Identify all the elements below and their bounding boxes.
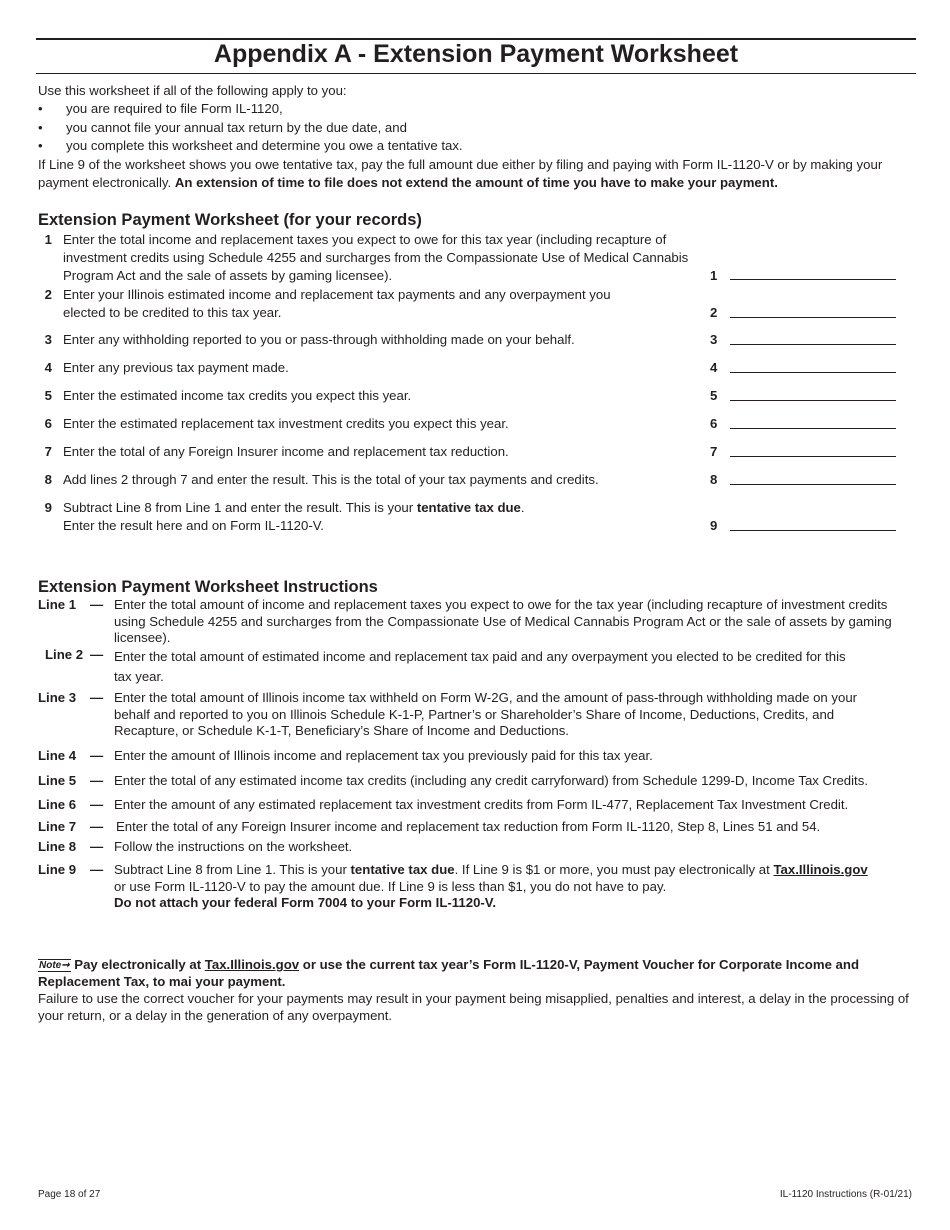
line-text: Enter the total income and replacement taxes you expect to owe for this tax year (including recapture of investment credits using Schedule 4255 and surcharges from the Compassionate Use of Medical Cannabis Program Act and the sale of assets by gaming licensee). <box>63 232 689 283</box>
page-title: Appendix A - Extension Payment Worksheet <box>213 40 739 68</box>
note-bold-a: Pay electronically at <box>74 957 202 972</box>
em-dash: — <box>90 797 104 812</box>
instruction-text: Enter the total amount of income and replacement taxes you expect to owe for the tax year (including recapture of investment credits using Schedule 4255 and surcharges from the Compassionate Use of Medical Cannabis Program Act or the sale of assets by gaming licensee). <box>114 597 892 645</box>
amount-entry-line[interactable] <box>730 530 896 531</box>
line-number: 1 <box>44 232 52 247</box>
amount-entry-line[interactable] <box>730 317 896 318</box>
em-dash: — <box>90 597 104 612</box>
note-bold-b: or use the current tax year’s Form IL-1120-V, Payment Voucher for Corporate Income and Replacement Tax, to mai your payment. <box>38 957 860 989</box>
intro-closing-bold: An extension of time to file does not extend the amount of time you have to make your payment. <box>174 175 778 190</box>
line-number: 8 <box>44 472 52 487</box>
intro-closing <box>38 156 918 192</box>
line-text: Enter your Illinois estimated income and replacement tax payments and any overpayment you elected to be credited to this tax year. <box>63 287 611 320</box>
note-icon-label: Note <box>39 960 62 971</box>
intro-closing-text: If Line 9 of the worksheet shows you owe tentative tax, pay the full amount due either by filing and paying with Form IL-1120-V or by making your payment electronically. <box>38 157 883 190</box>
line-ref-number: 7 <box>710 444 718 459</box>
bullet-text: you are required to file Form IL-1120, <box>66 101 283 116</box>
line-number: 4 <box>44 360 52 375</box>
amount-entry-line[interactable] <box>730 344 896 345</box>
line-number: 7 <box>44 444 52 459</box>
amount-entry-line[interactable] <box>730 484 896 485</box>
line-number: 3 <box>44 332 52 347</box>
line-text: Enter any previous tax payment made. <box>63 360 289 375</box>
bullet-mark: • <box>38 101 43 116</box>
bullet-mark: • <box>38 120 43 135</box>
instruction-text-d: Do not attach your federal Form 7004 to your Form IL-1120-V. <box>114 895 497 910</box>
line-text <box>63 499 703 535</box>
amount-entry-line[interactable] <box>730 400 896 401</box>
line-number: 9 <box>44 500 52 515</box>
instruction-label: Line 1 <box>38 597 77 612</box>
tax-illinois-link[interactable]: Tax.Illinois.gov <box>773 862 868 877</box>
instruction-text: Follow the instructions on the worksheet. <box>114 839 353 854</box>
instruction-text: Enter the total of any Foreign Insurer income and replacement tax reduction from Form IL-1120, Step 8, Lines 51 and 54. <box>116 819 821 834</box>
line-ref-number: 1 <box>710 268 718 283</box>
line-9-text-b: . <box>520 500 525 515</box>
instruction-text <box>114 862 914 912</box>
bullet-text: you complete this worksheet and determine you owe a tentative tax. <box>66 138 463 153</box>
line-text: Enter the total of any Foreign Insurer income and replacement tax reduction. <box>63 444 509 459</box>
em-dash: — <box>90 748 104 763</box>
instruction-label: Line 6 <box>38 797 77 812</box>
line-number: 5 <box>44 388 52 403</box>
em-dash: — <box>90 862 104 877</box>
note-body: Failure to use the correct voucher for your payments may result in your payment being misapplied, penalties and interest, a delay in the processing of your return, or a delay in the generation of any overpayment. <box>38 991 909 1023</box>
line-9-text-a: Subtract Line 8 from Line 1 and enter the result. This is your <box>63 500 414 515</box>
line-text: Enter the estimated income tax credits you expect this year. <box>63 388 412 403</box>
tax-illinois-link[interactable]: Tax.Illinois.gov <box>204 957 300 972</box>
tentative-tax-due: tentative tax due <box>350 862 455 877</box>
bullet-text: you cannot file your annual tax return by the due date, and <box>66 120 407 135</box>
amount-entry-line[interactable] <box>730 428 896 429</box>
instruction-text-b: tax year. <box>114 669 164 684</box>
em-dash: — <box>90 647 104 662</box>
line-ref-number: 9 <box>710 518 718 533</box>
instruction-label: Line 9 <box>38 862 77 877</box>
line-text: Add lines 2 through 7 and enter the result. This is the total of your tax payments and credits. <box>63 472 599 487</box>
line-ref-number: 8 <box>710 472 718 487</box>
em-dash: — <box>90 839 104 854</box>
instruction-label: Line 7 <box>38 819 77 834</box>
instruction-text-a: Subtract Line 8 from Line 1. This is your <box>114 862 347 877</box>
intro-lead: Use this worksheet if all of the following apply to you: <box>38 83 347 98</box>
instructions-heading: Extension Payment Worksheet Instructions <box>38 578 378 596</box>
instruction-text: Enter the total of any estimated income tax credits (including any credit carryforward) from Schedule 1299-D, Income Tax Credits. <box>114 773 868 788</box>
worksheet-heading: Extension Payment Worksheet (for your records) <box>38 211 422 229</box>
instruction-text-a: Enter the total amount of estimated income and replacement tax paid and any overpayment you elected to be credited for this <box>114 649 846 664</box>
instruction-text: Enter the amount of Illinois income and replacement tax you previously paid for this tax year. <box>114 748 653 763</box>
bullet-mark: • <box>38 138 43 153</box>
line-ref-number: 5 <box>710 388 718 403</box>
em-dash: — <box>90 773 104 788</box>
instruction-text-b: . If Line 9 is $1 or more, you must pay electronically at <box>454 862 770 877</box>
form-revision: IL-1120 Instructions (R-01/21) <box>779 1189 912 1200</box>
line-ref-number: 6 <box>710 416 718 431</box>
instruction-label: Line 3 <box>38 690 77 705</box>
line-ref-number: 2 <box>710 305 718 320</box>
line-number: 6 <box>44 416 52 431</box>
line-number: 2 <box>44 287 52 302</box>
note-block <box>38 956 918 1024</box>
instruction-label: Line 8 <box>38 839 77 854</box>
tentative-tax-due: tentative tax due <box>416 500 521 515</box>
instruction-label: Line 2 <box>45 647 84 662</box>
title-underline <box>36 73 916 74</box>
instruction-text: Enter the amount of any estimated replacement tax investment credits from Form IL-477, Replacement Tax Investment Credit. <box>114 797 849 812</box>
line-9-text-c: Enter the result here and on Form IL-1120-V. <box>63 518 324 533</box>
note-arrow-icon: Note➞ <box>39 960 70 971</box>
instruction-label: Line 5 <box>38 773 77 788</box>
amount-entry-line[interactable] <box>730 279 896 280</box>
instruction-text-c: or use Form IL-1120-V to pay the amount due. If Line 9 is less than $1, you do not have to pay. <box>114 878 667 894</box>
instruction-text: Enter the total amount of Illinois income tax withheld on Form W-2G, and the amount of pass-through withholding made on your behalf and reported to you on Illinois Schedule K-1-P, Partner’s or Shareholder’s Share of Income, Deductions, Credits, and Recapture, or Schedule K-1-T, Beneficiary’s Share of Income and Deductions. <box>114 690 858 738</box>
instruction-text <box>114 647 914 687</box>
amount-entry-line[interactable] <box>730 456 896 457</box>
instruction-label: Line 4 <box>38 748 77 763</box>
line-text: Enter the estimated replacement tax investment credits you expect this year. <box>63 416 509 431</box>
amount-entry-line[interactable] <box>730 372 896 373</box>
line-ref-number: 4 <box>710 360 718 375</box>
em-dash: — <box>90 690 104 705</box>
page-number: Page 18 of 27 <box>38 1189 101 1200</box>
line-text: Enter any withholding reported to you or pass-through withholding made on your behalf. <box>63 332 575 347</box>
line-ref-number: 3 <box>710 332 718 347</box>
em-dash: — <box>90 819 104 834</box>
